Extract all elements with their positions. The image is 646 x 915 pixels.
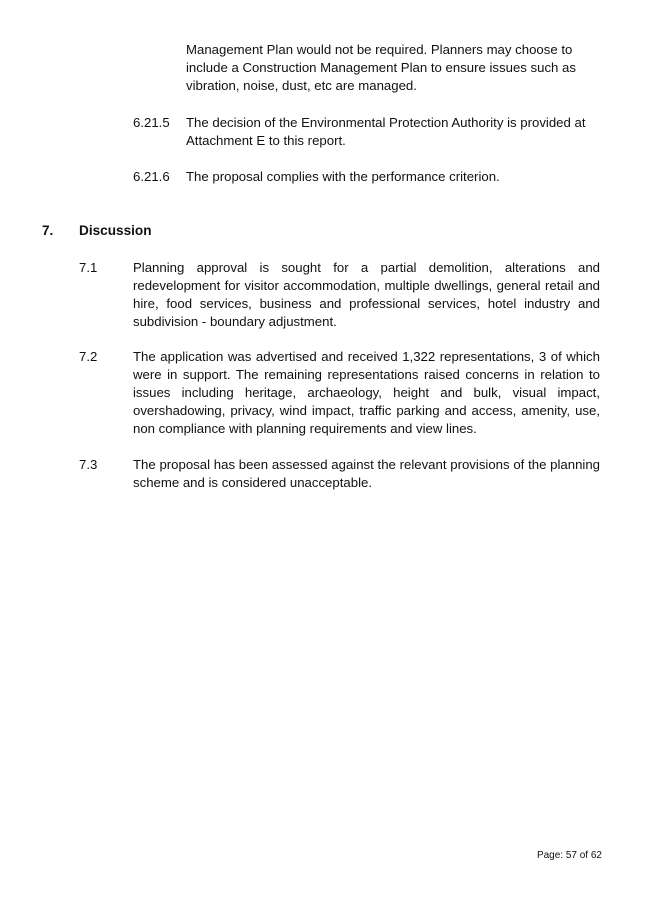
continuation-paragraph: Management Plan would not be required. Planners may choose to include a Construction Management Plan to ensure issues such as vibration, noise, dust, etc are managed. <box>186 42 576 93</box>
subitem-text-6-21-6: The proposal complies with the performance criterion. <box>186 169 500 184</box>
subitem-number-6-21-5: 6.21.5 <box>133 115 170 130</box>
subitem-text-6-21-5: The decision of the Environmental Protection Authority is provided at Attachment E to this report. <box>186 115 586 148</box>
item-number-7-3: 7.3 <box>79 457 98 472</box>
item-text-7-3: The proposal has been assessed against the relevant provisions of the planning scheme and is considered unacceptable. <box>133 457 600 490</box>
page-number-label: Page: 57 of 62 <box>536 850 602 861</box>
item-text-7-1: Planning approval is sought for a partial demolition, alterations and redevelopment for visitor accommodation, multiple dwellings, general retail and hire, food services, business and professional services, hotel industry and subdivision - boundary adjustment. <box>133 260 600 329</box>
section-number: 7. <box>42 223 54 238</box>
item-number-7-1: 7.1 <box>79 260 98 275</box>
subitem-number-6-21-6: 6.21.6 <box>133 169 170 184</box>
item-number-7-2: 7.2 <box>79 349 98 364</box>
section-title: Discussion <box>79 223 152 238</box>
item-text-7-2: The application was advertised and received 1,322 representations, 3 of which were in support. The remaining representations raised concerns in relation to issues including heritage, archaeology, height and bulk, visual impact, overshadowing, privacy, wind impact, traffic parking and access, amenity, use, non compliance with planning requirements and view lines. <box>133 349 600 436</box>
